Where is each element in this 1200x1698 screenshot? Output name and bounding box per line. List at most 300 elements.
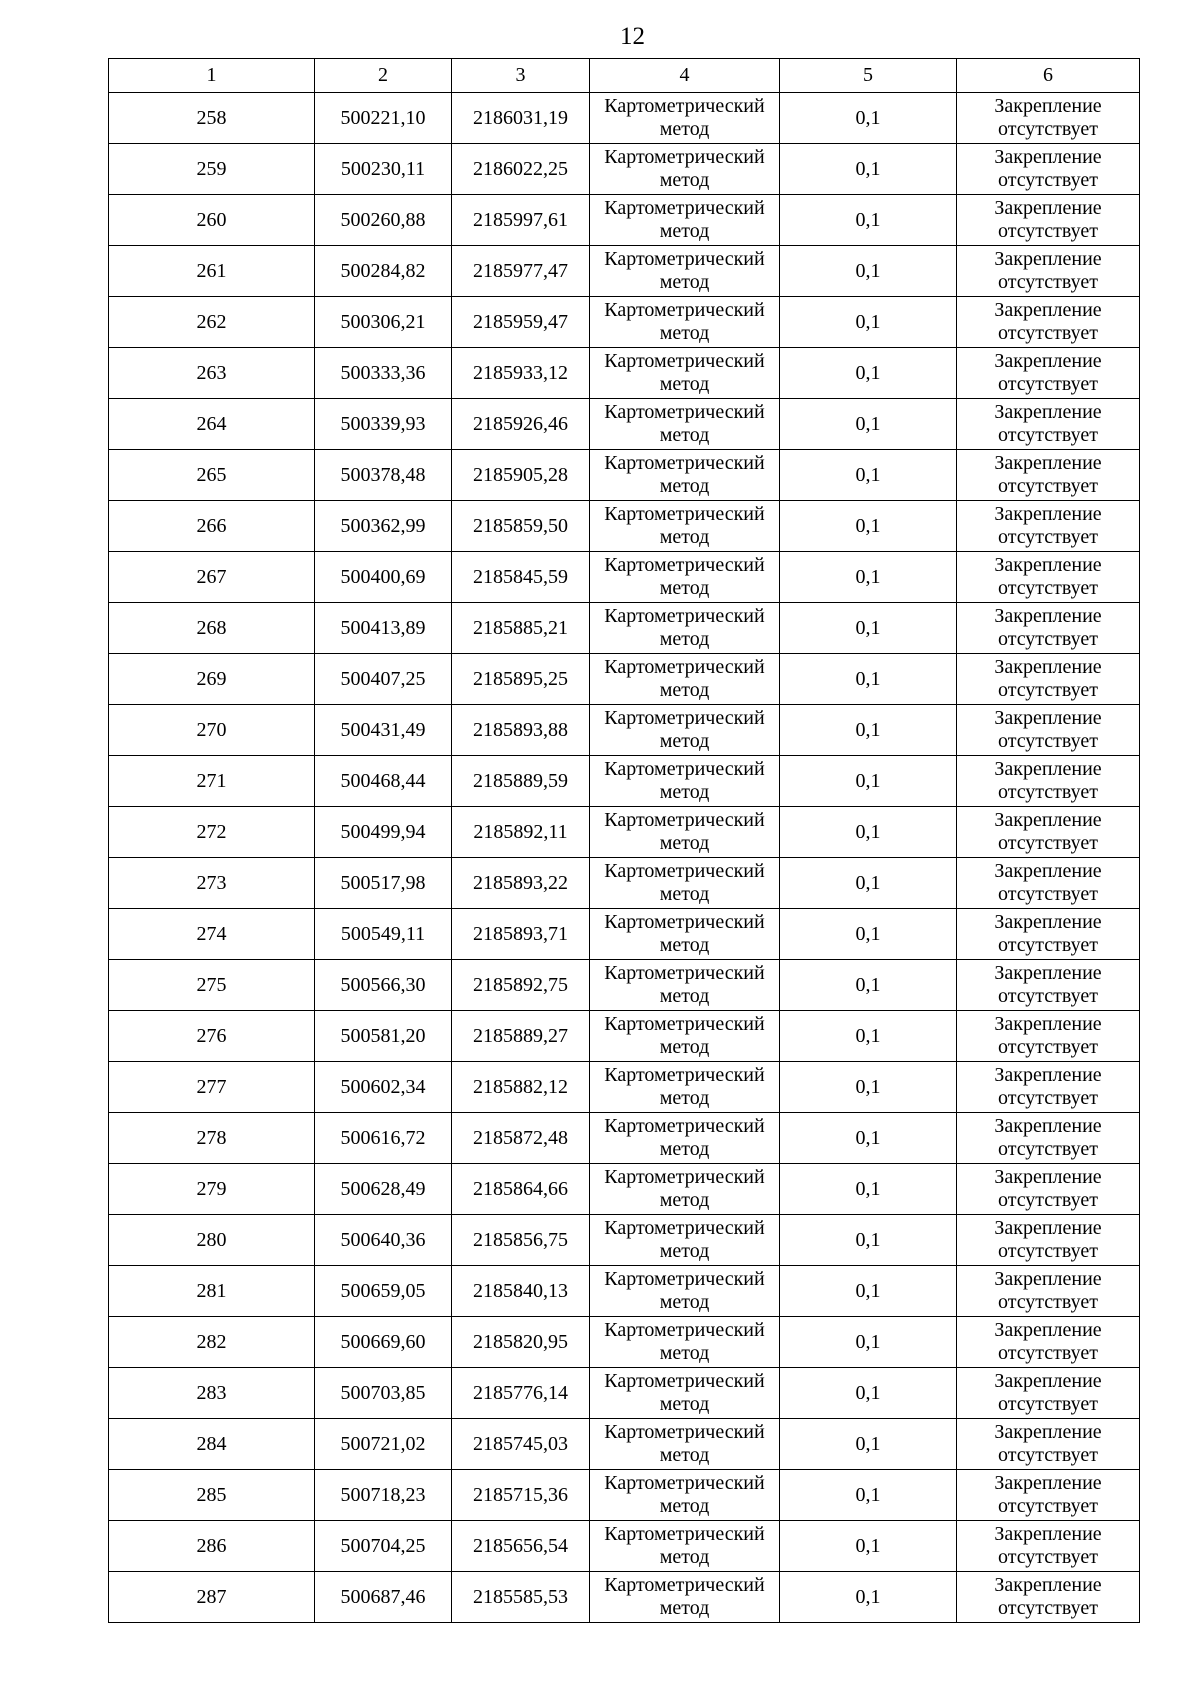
method-cell-line: Картометрический (604, 452, 765, 474)
y-coordinate-cell: 2185959,47 (452, 297, 590, 348)
x-coordinate-cell: 500669,60 (315, 1317, 452, 1368)
y-coordinate-cell: 2185845,59 (452, 552, 590, 603)
point-number-cell: 267 (109, 552, 315, 603)
fixation-cell-line: отсутствует (997, 1546, 1099, 1568)
fixation-cell (957, 1521, 1140, 1572)
fixation-cell-line: отсутствует (997, 730, 1099, 752)
y-coordinate-cell: 2185905,28 (452, 450, 590, 501)
table-row (109, 399, 1140, 450)
method-cell-line: метод (659, 1036, 710, 1058)
method-cell (590, 858, 780, 909)
y-coordinate-cell: 2185892,11 (452, 807, 590, 858)
table-row (109, 1572, 1140, 1623)
table-row (109, 858, 1140, 909)
x-coordinate-cell: 500517,98 (315, 858, 452, 909)
x-coordinate-cell: 500499,94 (315, 807, 452, 858)
method-cell-line: метод (659, 883, 710, 905)
method-cell-line: Картометрический (604, 1013, 765, 1035)
fixation-cell (957, 603, 1140, 654)
point-number-cell: 270 (109, 705, 315, 756)
fixation-cell-line: отсутствует (997, 985, 1099, 1007)
x-coordinate-cell: 500721,02 (315, 1419, 452, 1470)
accuracy-cell: 0,1 (780, 1164, 957, 1215)
accuracy-cell: 0,1 (780, 858, 957, 909)
accuracy-cell: 0,1 (780, 552, 957, 603)
method-cell (590, 1215, 780, 1266)
fixation-cell (957, 807, 1140, 858)
method-cell-line: метод (659, 934, 710, 956)
method-cell (590, 654, 780, 705)
accuracy-cell: 0,1 (780, 807, 957, 858)
fixation-cell-line: Закрепление (994, 95, 1102, 117)
x-coordinate-cell: 500628,49 (315, 1164, 452, 1215)
point-number-cell: 280 (109, 1215, 315, 1266)
y-coordinate-cell: 2185715,36 (452, 1470, 590, 1521)
table-row (109, 1164, 1140, 1215)
method-cell (590, 1164, 780, 1215)
fixation-cell (957, 1011, 1140, 1062)
y-coordinate-cell: 2185893,88 (452, 705, 590, 756)
x-coordinate-cell: 500431,49 (315, 705, 452, 756)
method-cell-line: метод (659, 526, 710, 548)
method-cell (590, 1266, 780, 1317)
point-number-cell: 275 (109, 960, 315, 1011)
table-header-cell: 6 (957, 59, 1140, 93)
fixation-cell (957, 1215, 1140, 1266)
method-cell-line: метод (659, 1087, 710, 1109)
table-row (109, 93, 1140, 144)
x-coordinate-cell: 500566,30 (315, 960, 452, 1011)
fixation-cell (957, 399, 1140, 450)
y-coordinate-cell: 2185997,61 (452, 195, 590, 246)
fixation-cell-line: отсутствует (997, 220, 1099, 242)
x-coordinate-cell: 500339,93 (315, 399, 452, 450)
x-coordinate-cell: 500284,82 (315, 246, 452, 297)
fixation-cell-line: отсутствует (997, 781, 1099, 803)
method-cell-line: Картометрический (604, 1574, 765, 1596)
fixation-cell-line: отсутствует (997, 271, 1099, 293)
fixation-cell-line: Закрепление (994, 809, 1102, 831)
fixation-cell-line: отсутствует (997, 322, 1099, 344)
x-coordinate-cell: 500602,34 (315, 1062, 452, 1113)
point-number-cell: 279 (109, 1164, 315, 1215)
point-number-cell: 263 (109, 348, 315, 399)
method-cell-line: Картометрический (604, 758, 765, 780)
method-cell-line: Картометрический (604, 1421, 765, 1443)
y-coordinate-cell: 2185745,03 (452, 1419, 590, 1470)
fixation-cell-line: отсутствует (997, 1189, 1099, 1211)
accuracy-cell: 0,1 (780, 603, 957, 654)
fixation-cell-line: Закрепление (994, 299, 1102, 321)
fixation-cell-line: отсутствует (997, 475, 1099, 497)
fixation-cell (957, 246, 1140, 297)
table-row (109, 756, 1140, 807)
fixation-cell-line: отсутствует (997, 424, 1099, 446)
point-number-cell: 285 (109, 1470, 315, 1521)
method-cell (590, 1113, 780, 1164)
fixation-cell-line: отсутствует (997, 832, 1099, 854)
table-row (109, 1266, 1140, 1317)
method-cell (590, 1011, 780, 1062)
table-row (109, 450, 1140, 501)
point-number-cell: 281 (109, 1266, 315, 1317)
method-cell-line: метод (659, 373, 710, 395)
point-number-cell: 261 (109, 246, 315, 297)
fixation-cell-line: Закрепление (994, 1472, 1102, 1494)
accuracy-cell: 0,1 (780, 756, 957, 807)
method-cell-line: Картометрический (604, 299, 765, 321)
fixation-cell-line: отсутствует (997, 1342, 1099, 1364)
table-row (109, 909, 1140, 960)
fixation-cell (957, 1164, 1140, 1215)
fixation-cell (957, 909, 1140, 960)
method-cell-line: Картометрический (604, 1370, 765, 1392)
table-row (109, 501, 1140, 552)
x-coordinate-cell: 500659,05 (315, 1266, 452, 1317)
fixation-cell-line: Закрепление (994, 1166, 1102, 1188)
method-cell (590, 1470, 780, 1521)
fixation-cell (957, 1368, 1140, 1419)
method-cell (590, 807, 780, 858)
table-header-row (109, 59, 1140, 93)
fixation-cell (957, 1266, 1140, 1317)
fixation-cell-line: Закрепление (994, 1523, 1102, 1545)
y-coordinate-cell: 2185820,95 (452, 1317, 590, 1368)
method-cell-line: метод (659, 118, 710, 140)
x-coordinate-cell: 500549,11 (315, 909, 452, 960)
table-header-cell: 5 (780, 59, 957, 93)
x-coordinate-cell: 500718,23 (315, 1470, 452, 1521)
point-number-cell: 268 (109, 603, 315, 654)
point-number-cell: 260 (109, 195, 315, 246)
fixation-cell-line: Закрепление (994, 1319, 1102, 1341)
fixation-cell-line: Закрепление (994, 1421, 1102, 1443)
fixation-cell-line: отсутствует (997, 1240, 1099, 1262)
method-cell (590, 1368, 780, 1419)
table-header-cell: 1 (109, 59, 315, 93)
accuracy-cell: 0,1 (780, 909, 957, 960)
table-row (109, 1215, 1140, 1266)
fixation-cell-line: отсутствует (997, 883, 1099, 905)
fixation-cell-line: отсутствует (997, 526, 1099, 548)
method-cell-line: Картометрический (604, 1166, 765, 1188)
table-row (109, 1419, 1140, 1470)
fixation-cell (957, 654, 1140, 705)
fixation-cell-line: отсутствует (997, 169, 1099, 191)
point-number-cell: 284 (109, 1419, 315, 1470)
method-cell-line: Картометрический (604, 248, 765, 270)
method-cell-line: метод (659, 1342, 710, 1364)
table-row (109, 246, 1140, 297)
fixation-cell (957, 195, 1140, 246)
fixation-cell (957, 1419, 1140, 1470)
table-row (109, 1317, 1140, 1368)
fixation-cell (957, 501, 1140, 552)
x-coordinate-cell: 500616,72 (315, 1113, 452, 1164)
table-header-cell: 4 (590, 59, 780, 93)
accuracy-cell: 0,1 (780, 705, 957, 756)
accuracy-cell: 0,1 (780, 1266, 957, 1317)
method-cell (590, 348, 780, 399)
fixation-cell-line: отсутствует (997, 1291, 1099, 1313)
point-number-cell: 259 (109, 144, 315, 195)
fixation-cell-line: отсутствует (997, 1138, 1099, 1160)
accuracy-cell: 0,1 (780, 297, 957, 348)
method-cell-line: метод (659, 1444, 710, 1466)
x-coordinate-cell: 500704,25 (315, 1521, 452, 1572)
fixation-cell-line: Закрепление (994, 401, 1102, 423)
accuracy-cell: 0,1 (780, 144, 957, 195)
table-row (109, 960, 1140, 1011)
method-cell-line: Картометрический (604, 605, 765, 627)
accuracy-cell: 0,1 (780, 1572, 957, 1623)
method-cell-line: метод (659, 730, 710, 752)
accuracy-cell: 0,1 (780, 1113, 957, 1164)
table-row (109, 1011, 1140, 1062)
accuracy-cell: 0,1 (780, 1317, 957, 1368)
fixation-cell (957, 1113, 1140, 1164)
fixation-cell-line: Закрепление (994, 860, 1102, 882)
method-cell-line: Картометрический (604, 1268, 765, 1290)
y-coordinate-cell: 2185892,75 (452, 960, 590, 1011)
method-cell-line: метод (659, 1393, 710, 1415)
coordinates-table-body (109, 59, 1140, 1623)
accuracy-cell: 0,1 (780, 399, 957, 450)
fixation-cell-line: Закрепление (994, 707, 1102, 729)
y-coordinate-cell: 2185856,75 (452, 1215, 590, 1266)
x-coordinate-cell: 500413,89 (315, 603, 452, 654)
y-coordinate-cell: 2185895,25 (452, 654, 590, 705)
x-coordinate-cell: 500362,99 (315, 501, 452, 552)
table-header-cell: 3 (452, 59, 590, 93)
method-cell (590, 909, 780, 960)
point-number-cell: 278 (109, 1113, 315, 1164)
y-coordinate-cell: 2185926,46 (452, 399, 590, 450)
page-number: 12 (620, 23, 645, 50)
fixation-cell-line: Закрепление (994, 962, 1102, 984)
accuracy-cell: 0,1 (780, 93, 957, 144)
x-coordinate-cell: 500687,46 (315, 1572, 452, 1623)
point-number-cell: 287 (109, 1572, 315, 1623)
table-row (109, 297, 1140, 348)
method-cell (590, 1062, 780, 1113)
x-coordinate-cell: 500378,48 (315, 450, 452, 501)
fixation-cell-line: Закрепление (994, 503, 1102, 525)
method-cell-line: Картометрический (604, 1064, 765, 1086)
point-number-cell: 274 (109, 909, 315, 960)
fixation-cell-line: Закрепление (994, 1217, 1102, 1239)
y-coordinate-cell: 2185656,54 (452, 1521, 590, 1572)
y-coordinate-cell: 2185864,66 (452, 1164, 590, 1215)
method-cell-line: Картометрический (604, 350, 765, 372)
fixation-cell (957, 960, 1140, 1011)
method-cell (590, 93, 780, 144)
method-cell (590, 1572, 780, 1623)
y-coordinate-cell: 2185933,12 (452, 348, 590, 399)
accuracy-cell: 0,1 (780, 1419, 957, 1470)
fixation-cell (957, 144, 1140, 195)
table-row (109, 1521, 1140, 1572)
fixation-cell-line: Закрепление (994, 605, 1102, 627)
point-number-cell: 269 (109, 654, 315, 705)
y-coordinate-cell: 2185882,12 (452, 1062, 590, 1113)
accuracy-cell: 0,1 (780, 348, 957, 399)
fixation-cell (957, 1572, 1140, 1623)
fixation-cell (957, 705, 1140, 756)
y-coordinate-cell: 2185859,50 (452, 501, 590, 552)
method-cell-line: метод (659, 424, 710, 446)
method-cell-line: Картометрический (604, 1115, 765, 1137)
method-cell-line: метод (659, 781, 710, 803)
method-cell (590, 1317, 780, 1368)
method-cell (590, 450, 780, 501)
table-row (109, 1062, 1140, 1113)
point-number-cell: 282 (109, 1317, 315, 1368)
x-coordinate-cell: 500333,36 (315, 348, 452, 399)
y-coordinate-cell: 2186031,19 (452, 93, 590, 144)
point-number-cell: 262 (109, 297, 315, 348)
method-cell-line: Картометрический (604, 860, 765, 882)
method-cell-line: метод (659, 1189, 710, 1211)
fixation-cell (957, 1317, 1140, 1368)
method-cell-line: Картометрический (604, 809, 765, 831)
method-cell-line: Картометрический (604, 197, 765, 219)
y-coordinate-cell: 2185893,22 (452, 858, 590, 909)
accuracy-cell: 0,1 (780, 1470, 957, 1521)
fixation-cell-line: отсутствует (997, 1036, 1099, 1058)
point-number-cell: 283 (109, 1368, 315, 1419)
y-coordinate-cell: 2185889,59 (452, 756, 590, 807)
fixation-cell-line: отсутствует (997, 577, 1099, 599)
method-cell-line: Картометрический (604, 1472, 765, 1494)
fixation-cell-line: Закрепление (994, 554, 1102, 576)
point-number-cell: 258 (109, 93, 315, 144)
x-coordinate-cell: 500407,25 (315, 654, 452, 705)
accuracy-cell: 0,1 (780, 960, 957, 1011)
point-number-cell: 265 (109, 450, 315, 501)
table-row (109, 348, 1140, 399)
accuracy-cell: 0,1 (780, 501, 957, 552)
method-cell (590, 960, 780, 1011)
x-coordinate-cell: 500468,44 (315, 756, 452, 807)
accuracy-cell: 0,1 (780, 654, 957, 705)
method-cell-line: метод (659, 220, 710, 242)
fixation-cell (957, 93, 1140, 144)
method-cell (590, 195, 780, 246)
point-number-cell: 276 (109, 1011, 315, 1062)
fixation-cell-line: Закрепление (994, 1013, 1102, 1035)
method-cell-line: Картометрический (604, 1523, 765, 1545)
fixation-cell-line: Закрепление (994, 1115, 1102, 1137)
method-cell-line: Картометрический (604, 911, 765, 933)
table-row (109, 654, 1140, 705)
fixation-cell-line: Закрепление (994, 248, 1102, 270)
point-number-cell: 273 (109, 858, 315, 909)
fixation-cell (957, 348, 1140, 399)
fixation-cell-line: отсутствует (997, 1444, 1099, 1466)
method-cell-line: метод (659, 577, 710, 599)
method-cell (590, 1419, 780, 1470)
x-coordinate-cell: 500221,10 (315, 93, 452, 144)
fixation-cell-line: отсутствует (997, 1495, 1099, 1517)
method-cell-line: метод (659, 475, 710, 497)
accuracy-cell: 0,1 (780, 246, 957, 297)
fixation-cell (957, 1470, 1140, 1521)
fixation-cell-line: Закрепление (994, 1268, 1102, 1290)
method-cell-line: метод (659, 985, 710, 1007)
method-cell-line: метод (659, 1291, 710, 1313)
method-cell (590, 1521, 780, 1572)
method-cell-line: метод (659, 832, 710, 854)
fixation-cell-line: отсутствует (997, 1597, 1099, 1619)
fixation-cell-line: Закрепление (994, 758, 1102, 780)
fixation-cell-line: отсутствует (997, 1087, 1099, 1109)
method-cell-line: Картометрический (604, 554, 765, 576)
x-coordinate-cell: 500640,36 (315, 1215, 452, 1266)
y-coordinate-cell: 2185885,21 (452, 603, 590, 654)
fixation-cell (957, 552, 1140, 603)
fixation-cell-line: Закрепление (994, 146, 1102, 168)
method-cell (590, 246, 780, 297)
method-cell-line: метод (659, 1240, 710, 1262)
accuracy-cell: 0,1 (780, 1062, 957, 1113)
method-cell-line: Картометрический (604, 1217, 765, 1239)
fixation-cell (957, 756, 1140, 807)
fixation-cell-line: Закрепление (994, 656, 1102, 678)
fixation-cell (957, 297, 1140, 348)
method-cell (590, 603, 780, 654)
method-cell (590, 552, 780, 603)
method-cell-line: метод (659, 1495, 710, 1517)
x-coordinate-cell: 500230,11 (315, 144, 452, 195)
method-cell-line: метод (659, 271, 710, 293)
method-cell-line: Картометрический (604, 1319, 765, 1341)
method-cell-line: метод (659, 1138, 710, 1160)
method-cell-line: метод (659, 628, 710, 650)
method-cell-line: метод (659, 1597, 710, 1619)
table-row (109, 1368, 1140, 1419)
method-cell-line: Картометрический (604, 962, 765, 984)
point-number-cell: 271 (109, 756, 315, 807)
y-coordinate-cell: 2185977,47 (452, 246, 590, 297)
table-row (109, 1113, 1140, 1164)
accuracy-cell: 0,1 (780, 1368, 957, 1419)
method-cell-line: метод (659, 169, 710, 191)
y-coordinate-cell: 2185872,48 (452, 1113, 590, 1164)
fixation-cell-line: Закрепление (994, 1370, 1102, 1392)
fixation-cell-line: отсутствует (997, 118, 1099, 140)
table-row (109, 552, 1140, 603)
fixation-cell (957, 858, 1140, 909)
table-row (109, 705, 1140, 756)
method-cell-line: Картометрический (604, 503, 765, 525)
table-row (109, 1470, 1140, 1521)
x-coordinate-cell: 500400,69 (315, 552, 452, 603)
table-row (109, 807, 1140, 858)
method-cell-line: Картометрический (604, 95, 765, 117)
fixation-cell-line: отсутствует (997, 934, 1099, 956)
table-row (109, 603, 1140, 654)
accuracy-cell: 0,1 (780, 195, 957, 246)
fixation-cell-line: Закрепление (994, 197, 1102, 219)
method-cell-line: Картометрический (604, 401, 765, 423)
method-cell (590, 144, 780, 195)
accuracy-cell: 0,1 (780, 1521, 957, 1572)
y-coordinate-cell: 2185893,71 (452, 909, 590, 960)
fixation-cell-line: Закрепление (994, 350, 1102, 372)
method-cell (590, 705, 780, 756)
fixation-cell-line: отсутствует (997, 1393, 1099, 1415)
